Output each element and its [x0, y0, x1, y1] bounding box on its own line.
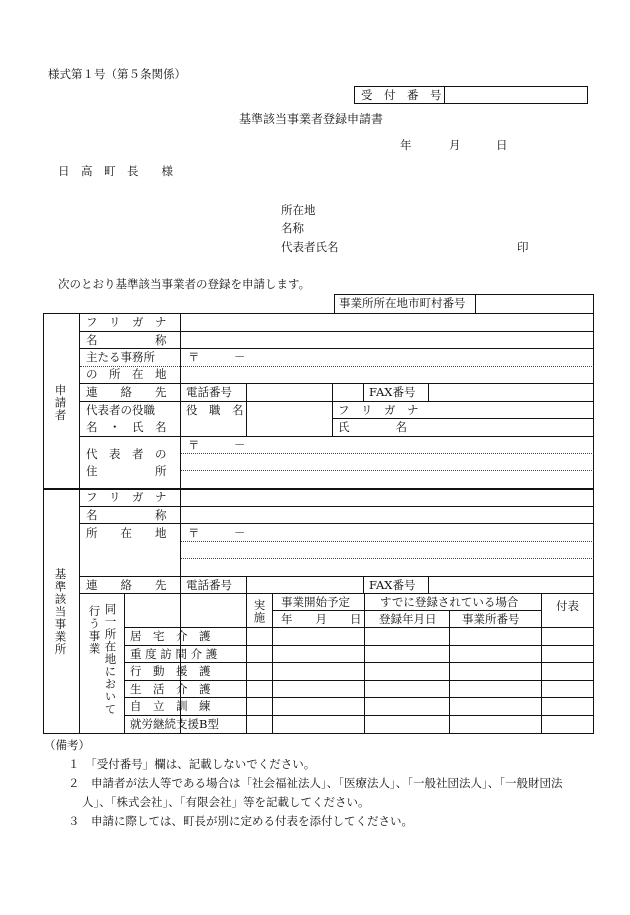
office-number-label: 事業所番号: [462, 612, 520, 626]
applicant-rep-addr-label-1: 代 表 者 の: [86, 447, 167, 461]
receipt-number-label: 受 付 番 号: [361, 88, 442, 102]
facility-address-label: 所 在 地: [86, 526, 167, 540]
applicant-position-label: 役 職 名: [186, 403, 244, 417]
form-number: 様式第１号（第５条関係）: [48, 67, 186, 81]
intro-text: 次のとおり基準該当事業者の登録を申請します。: [58, 277, 311, 291]
facility-furigana-label: フ リ ガ ナ: [86, 490, 167, 504]
services-col-label-2: 同一所在地において: [103, 603, 118, 716]
applicant-rep-furigana-label: フ リ ガ ナ: [338, 403, 419, 417]
attachment-label: 付表: [556, 599, 579, 613]
note-item: １ 「受付番号」欄は、記載しないでください。: [68, 757, 316, 771]
notes-heading: （備考）: [44, 738, 90, 752]
facility-postal-mark: 〒 －: [188, 526, 246, 540]
applicant-office-addr-label-1: 主たる事務所: [86, 350, 155, 364]
implementation-label: 実施: [252, 599, 267, 624]
applicant-rep-label: 代表者氏名: [281, 240, 339, 254]
service-row-label: 生 活 介 護: [130, 682, 211, 696]
applicant-rep-label-2: 名 ・ 氏 名: [86, 420, 167, 434]
applicant-rep-name-label: 氏 名: [338, 420, 407, 434]
note-item: 人」、「株式会社」、「有限会社」等を記載してください。: [82, 795, 370, 809]
applicant-contact-label: 連 絡 先: [86, 385, 167, 399]
service-row-label: 重 度 訪 問 介 護: [130, 647, 218, 661]
office-code-field[interactable]: [479, 297, 591, 311]
applicant-rep-addr-label-2: 住 所: [86, 464, 167, 478]
note-item: ３ 申請に際しては、町長が別に定める付表を添付してください。: [68, 814, 413, 828]
applicant-tel-label: 電話番号: [186, 385, 232, 399]
start-planned-label: 事業開始予定: [281, 595, 350, 609]
already-registered-label: すでに登録されている場合: [380, 595, 519, 609]
applicant-name-row-label: 名 称: [86, 333, 167, 347]
applicant-address-label: 所在地: [281, 203, 316, 217]
date-year: 年: [400, 138, 412, 152]
start-ymd-label: 年 月 日: [281, 612, 362, 626]
applicant-section-label: 申請者: [53, 384, 68, 422]
date-month: 月: [449, 138, 461, 152]
services-col-label-1: 行う事業: [87, 605, 102, 655]
service-row-label: 居 宅 介 護: [130, 629, 211, 643]
applicant-name-label: 名称: [281, 221, 304, 235]
seal-mark: 印: [517, 240, 529, 254]
addressee: 日 高 町 長 様: [58, 164, 173, 178]
service-row-label: 行 動 援 護: [130, 664, 211, 678]
service-row-label: 自 立 訓 練: [130, 699, 211, 713]
office-code-label: 事業所所在地市町村番号: [339, 296, 466, 310]
facility-section-label: 基準該当事業所: [53, 568, 68, 656]
applicant-office-addr-label-2: の 所 在 地: [86, 367, 167, 381]
applicant-rep-label-1: 代表者の役職: [86, 403, 155, 417]
applicant-furigana-label: フ リ ガ ナ: [86, 315, 167, 329]
registration-date-label: 登録年月日: [379, 612, 437, 626]
date-day: 日: [496, 138, 508, 152]
note-item: ２ 申請者が法人等である場合は「社会福祉法人」、「医療法人」、「一般社団法人」、「一般財団法: [68, 776, 563, 790]
facility-tel-label: 電話番号: [186, 578, 232, 592]
receipt-number-field[interactable]: [450, 88, 584, 102]
facility-contact-label: 連 絡 先: [86, 578, 167, 592]
applicant-fax-label: FAX番号: [369, 385, 416, 399]
applicant-postal-mark: 〒 －: [188, 350, 246, 364]
form-title: 基準該当事業者登録申請書: [239, 112, 384, 126]
service-row-label: 就労継続支援B型: [130, 717, 219, 731]
facility-fax-label: FAX番号: [369, 578, 416, 592]
applicant-rep-postal-mark: 〒 －: [188, 438, 246, 452]
facility-name-label: 名 称: [86, 508, 167, 522]
